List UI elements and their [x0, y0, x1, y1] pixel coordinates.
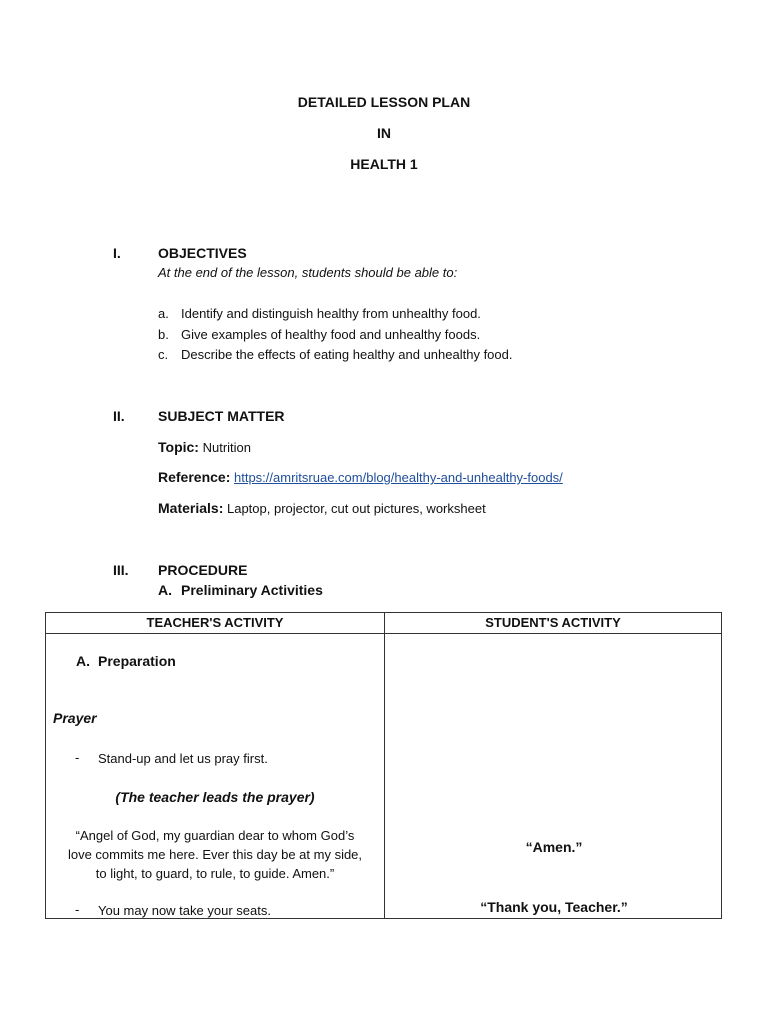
bullet-dash: -	[75, 902, 80, 917]
topic-line	[158, 439, 251, 455]
materials-line	[158, 500, 486, 516]
objective-letter: c.	[158, 347, 169, 362]
subject-matter-number: II.	[113, 408, 125, 424]
prayer-line: love commits me here. Ever this day be at my side,	[67, 847, 363, 862]
materials-label: Materials:	[158, 500, 224, 516]
objective-item: Describe the effects of eating healthy and unhealthy food.	[181, 347, 513, 362]
student-amen: “Amen.”	[525, 839, 583, 855]
preliminary-letter: A.	[158, 582, 172, 598]
topic-label: Topic:	[158, 439, 199, 455]
objectives-heading: OBJECTIVES	[158, 245, 247, 261]
objective-item: Identify and distinguish healthy from unhealthy food.	[181, 306, 481, 321]
preparation-letter: A.	[76, 653, 90, 669]
instruction-stand-up: Stand-up and let us pray first.	[98, 751, 268, 766]
preparation-heading: Preparation	[98, 653, 176, 669]
subject-matter-heading: SUBJECT MATTER	[158, 408, 285, 424]
reference-link[interactable]: https://amritsruae.com/blog/healthy-and-unhealthy-foods/	[234, 470, 563, 485]
objectives-intro: At the end of the lesson, students should be able to:	[158, 265, 458, 280]
bullet-dash: -	[75, 750, 80, 765]
prayer-heading: Prayer	[53, 710, 97, 726]
teacher-activity-header: TEACHER'S ACTIVITY	[146, 615, 284, 630]
topic-value: Nutrition	[202, 440, 252, 455]
preliminary-heading: Preliminary Activities	[181, 582, 323, 598]
objective-item: Give examples of healthy food and unhealthy foods.	[181, 327, 481, 342]
student-thank-you: “Thank you, Teacher.”	[480, 899, 628, 915]
title-line-3: HEALTH 1	[350, 156, 418, 172]
student-activity-header: STUDENT'S ACTIVITY	[485, 615, 621, 630]
prayer-line: “Angel of God, my guardian dear to whom God’s	[75, 828, 355, 843]
procedure-heading: PROCEDURE	[158, 562, 248, 578]
prayer-line: to light, to guard, to rule, to guide. Amen.”	[95, 866, 335, 881]
reference-label: Reference:	[158, 469, 231, 485]
title-line-2: IN	[377, 125, 391, 141]
activity-table	[45, 612, 722, 919]
procedure-number: III.	[113, 562, 129, 578]
objectives-number: I.	[113, 245, 121, 261]
reference-line	[158, 469, 563, 485]
teacher-leads-prayer: (The teacher leads the prayer)	[115, 789, 315, 805]
instruction-take-seats: You may now take your seats.	[98, 903, 271, 918]
title-line-1: DETAILED LESSON PLAN	[297, 94, 471, 110]
objective-letter: b.	[158, 327, 169, 342]
objective-letter: a.	[158, 306, 169, 321]
column-divider	[384, 613, 385, 918]
materials-value: Laptop, projector, cut out pictures, worksheet	[226, 501, 486, 516]
